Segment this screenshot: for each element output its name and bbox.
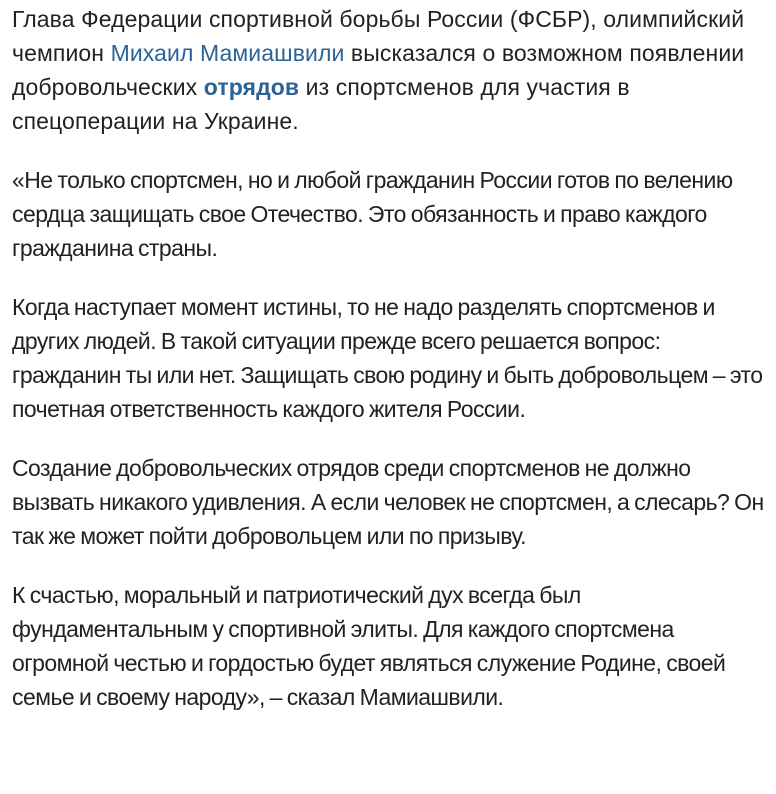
intro-text-after: из спортсменов для участия в спецоперации на Украине. xyxy=(12,74,630,134)
paragraph-quote-1: «Не только спортсмен, но и любой гражданин России готов по велению сердца защищать свое Отечество. Это обязанность и право каждого гражданина страны. xyxy=(12,167,733,261)
link-keyword-otryady[interactable]: отрядов xyxy=(203,74,300,100)
intro-text-before: Глава Федерации спортивной борьбы России (ФСБР), олимпийский чемпион xyxy=(12,6,745,66)
paragraph-quote-4: К счастью, моральный и патриотический дух всегда был фундаментальным у спортивной элиты. Для каждого спортсмена огромной честью и гордостью будет являться служение Родине, своей семье и своему народу», – сказал Мамиашвили. xyxy=(12,582,726,710)
intro-text-middle: высказался о возможном появлении добровольческих xyxy=(12,40,745,100)
paragraph-intro xyxy=(12,2,764,138)
paragraph-quote-3: Создание добровольческих отрядов среди спортсменов не должно вызвать никакого удивления. А если человек не спортсмен, а слесарь? Он так же может пойти добровольцем или по призыву. xyxy=(12,455,764,549)
paragraph-quote-2: Когда наступает момент истины, то не надо разделять спортсменов и других людей. В такой ситуации прежде всего решается вопрос: гражданин ты или нет. Защищать свою родину и быть добровольцем – это почетная ответственность каждого жителя России. xyxy=(12,294,763,422)
link-person-mamiashvili[interactable]: Михаил Мамиашвили xyxy=(110,40,345,66)
